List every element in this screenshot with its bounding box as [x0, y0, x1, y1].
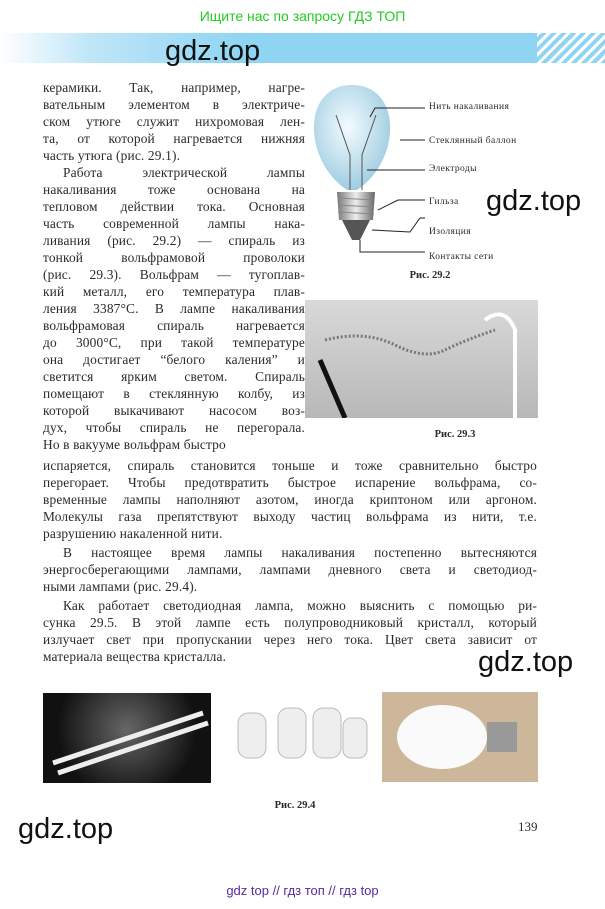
photo-led-lamps — [228, 693, 370, 783]
text-line: излучает свет при пропускании через него тока. Цвет света зависит от — [43, 632, 537, 647]
light-bulb-illustration — [300, 80, 425, 270]
text-line: та, от которой нагревается нижняя — [43, 131, 305, 146]
text-line: испаряется, спираль становится тоньше и тоже сравнительно быстро — [43, 458, 537, 473]
watermark: gdz.top — [165, 35, 261, 67]
watermark: gdz.top — [18, 813, 114, 845]
text-line: светится ярким светом. Спираль — [43, 369, 305, 384]
text-line: кий металл, его температура плав- — [43, 284, 305, 299]
search-banner: Ищите нас по запросу ГДЗ ТОП — [199, 8, 406, 24]
text-line: ными лампами (рис. 29.4). — [43, 579, 198, 594]
text-line: тонкой вольфрамовой проволоки — [43, 250, 305, 265]
text-line: материала вещества кристалла. — [43, 649, 227, 664]
text-line: накаливания тоже основана на — [43, 182, 305, 197]
text-line: Молекулы газа препятствуют выходу частиц вольфрама из нити, т.е. — [43, 509, 537, 524]
text-line: которой выкачивают насосом воз- — [43, 403, 305, 418]
figure-tungsten-spiral-photo — [305, 300, 538, 418]
footer-links: gdz top // гдз топ // гдз top — [226, 883, 379, 898]
header-stripes — [537, 33, 605, 63]
text-line: В настоящее время лампы накаливания постепенно вытесняются — [63, 545, 537, 560]
text-line: ления 3387°С. В лампе накаливания — [43, 301, 305, 316]
page-number: 139 — [518, 819, 538, 834]
diagram-label: Стеклянный баллон — [429, 136, 517, 146]
text-line: часть утюга (рис. 29.1). — [43, 148, 181, 163]
text-line: часть современной лампы нака- — [43, 216, 305, 231]
diagram-label: Электроды — [429, 164, 477, 174]
text-line: временные лампы наполняют азотом, иногда криптоном или аргоном. — [43, 492, 537, 507]
text-line: разрушению накаленной нити. — [43, 526, 223, 541]
text-line: вательным элементом в электриче- — [43, 97, 305, 112]
figure-caption: Рис. 29.4 — [274, 800, 316, 811]
watermark: gdz.top — [486, 185, 582, 217]
text-line: она достигает “белого каления” и — [43, 352, 305, 367]
text-line: до 3000°С, при такой температуре — [43, 335, 305, 350]
text-line: дух, чтобы спираль не перегорала. — [43, 420, 305, 435]
figure-caption: Рис. 29.3 — [434, 429, 476, 440]
diagram-label: Нить накаливания — [429, 102, 510, 112]
text-line: вольфрамовая спираль нагревается — [43, 318, 305, 333]
diagram-label: Изоляция — [429, 227, 472, 237]
text-line: (рис. 29.3). Вольфрам — тугоплав- — [43, 267, 305, 282]
text-line: Но в вакууме вольфрам быстро — [43, 437, 226, 452]
text-line: Работа электрической лампы — [63, 165, 305, 180]
text-line: керамики. Так, например, нагре- — [43, 80, 305, 95]
text-line: тепловом действии тока. Основная — [43, 199, 305, 214]
text-line: энергосберегающими лампами, лампами дневного света и светодиод- — [43, 562, 537, 577]
text-line: ском утюге служит нихромовая лен- — [43, 114, 305, 129]
text-line: помещают в стеклянную колбу, из — [43, 386, 305, 401]
figure-caption: Рис. 29.2 — [409, 270, 451, 281]
diagram-label: Контакты сети — [429, 252, 494, 262]
watermark: gdz.top — [478, 646, 574, 678]
text-line: Как работает светодиодная лампа, можно выяснить с помощью ри- — [63, 598, 537, 613]
text-line: сунка 29.5. В этой лампе есть полупроводниковый кристалл, который — [43, 615, 537, 630]
text-line: перегорает. Чтобы предотвратить быстрое испарение вольфрама, со- — [43, 475, 537, 490]
diagram-label: Гильза — [429, 197, 459, 207]
text-line: ливания (рис. 29.2) — спираль из — [43, 233, 305, 248]
photo-energy-saving-lamp — [382, 692, 538, 782]
header-bar — [0, 33, 605, 63]
figure-bulb-diagram — [300, 80, 425, 270]
photo-fluorescent-lamp — [43, 693, 211, 783]
